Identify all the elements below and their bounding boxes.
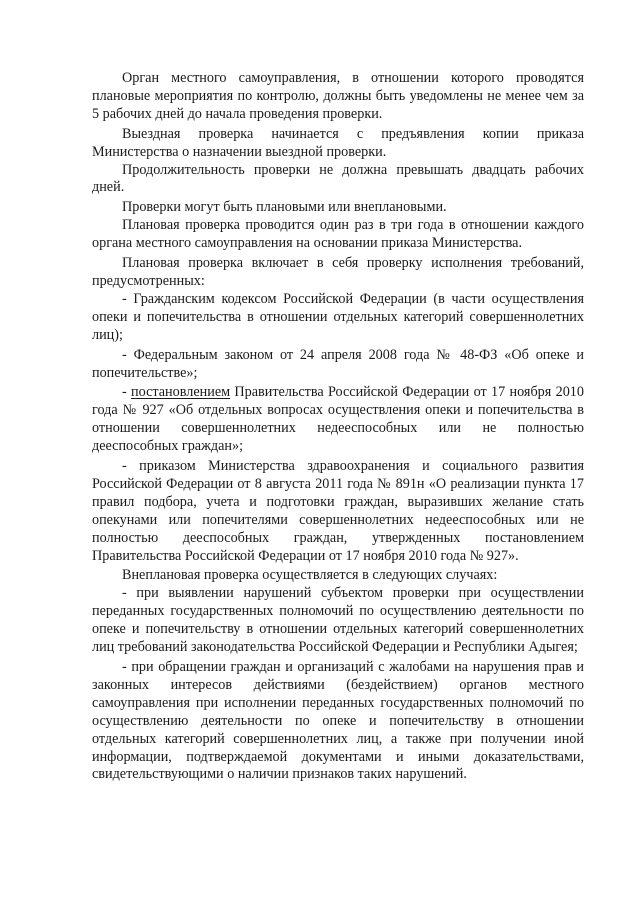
- document-body: [92, 70, 584, 784]
- list-item-federal-law: - Федеральным законом от 24 апреля 2008 года № 48-ФЗ «Об опеке и попечительстве»;: [92, 346, 584, 381]
- list-item-government-decree: [92, 384, 584, 456]
- paragraph-notification: Орган местного самоуправления, в отношении которого проводятся плановые мероприятия по контролю, должны быть уведомлены не менее чем за 5 рабочих дней до начала проведения проверки.: [92, 70, 584, 122]
- decree-underlined-word: постановлением: [131, 384, 231, 401]
- paragraph-inspection-types: Проверки могут быть плановыми или внеплановыми.: [122, 199, 447, 216]
- list-item-ministry-order: - приказом Министерства здравоохранения и социального развития Российской Федерации от 8 августа 2011 года № 891н «О реализации пункта 17 правил подбора, учета и подготовки граждан, выразивших желание стать опекунами или попечителями совершеннолетних недееспособных или не полностью дееспособных граждан, утвержденных постановлением Правительства Российской Федерации от 17 ноября 2010 года № 927».: [92, 458, 584, 564]
- list-item-violations-detected: - при выявлении нарушений субъектом проверки при осуществлении переданных государственных полномочий по осуществлению деятельности по опеке и попечительству в отношении отдельных категорий совершеннолетних лиц требований законодательства Российской Федерации и Республики Адыгея;: [92, 585, 584, 656]
- paragraph-unplanned-cases: Внеплановая проверка осуществляется в следующих случаях:: [122, 567, 498, 584]
- paragraph-planned-scope: Плановая проверка включает в себя проверку исполнения требований, предусмотренных:: [92, 255, 584, 289]
- paragraph-duration: Продолжительность проверки не должна превышать двадцать рабочих дней.: [92, 161, 584, 196]
- decree-text: Правительства Российской Федерации от 17 ноября 2010 года № 927 «Об отдельных вопросах осуществления опеки и попечительства в отношении совершеннолетних недееспособных или не полностью дееспособных граждан»;: [92, 384, 584, 455]
- paragraph-planned-frequency: Плановая проверка проводится один раз в три года в отношении каждого органа местного самоуправления на основании приказа Министерства.: [92, 217, 584, 252]
- decree-dash: -: [122, 384, 132, 401]
- list-item-citizen-complaints: - при обращении граждан и организаций с жалобами на нарушения прав и законных интересов действиями (бездействием) органов местного самоуправления при исполнении переданных государственных полномочий по осуществлению деятельности по опеке и попечительству в отношении отдельных категорий совершеннолетних лиц, а также при получении иной информации, подтверждаемой документами и иными доказательствами, свидетельствующими о наличии признаков таких нарушений.: [92, 659, 584, 783]
- paragraph-onsite-inspection: Выездная проверка начинается с предъявления копии приказа Министерства о назначении выездной проверки.: [92, 125, 584, 160]
- list-item-civil-code: - Гражданским кодексом Российской Федерации (в части осуществления опеки и попечительства в отношении отдельных категорий совершеннолетних лиц);: [92, 290, 584, 343]
